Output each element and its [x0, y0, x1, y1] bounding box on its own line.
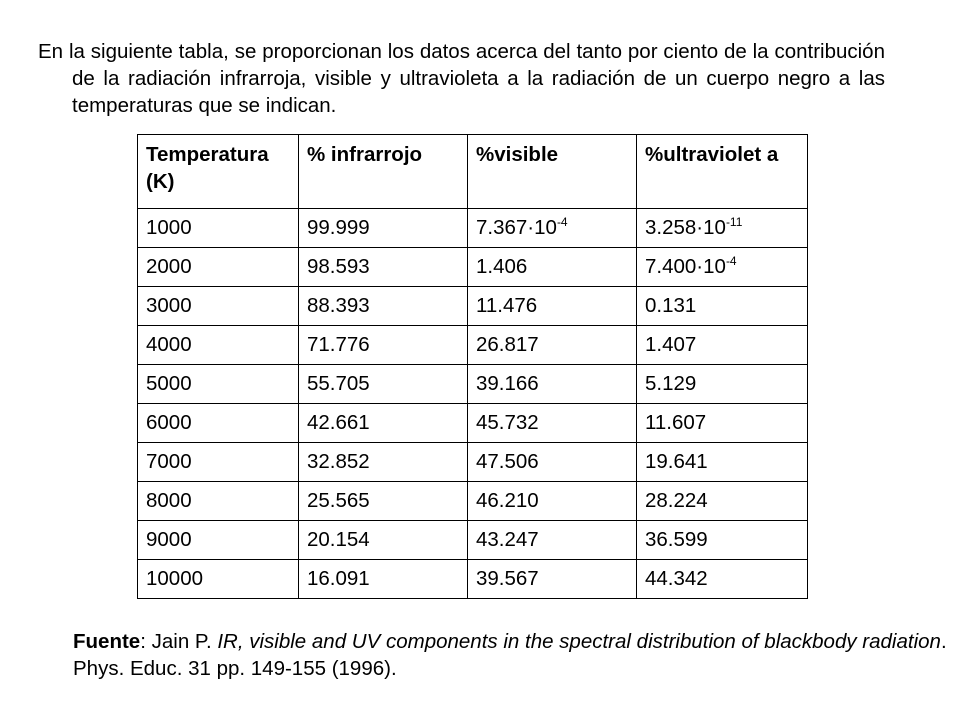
- cell-value: 26.817: [476, 333, 539, 356]
- cell-value: 11.476: [476, 294, 538, 317]
- table-row: [138, 521, 808, 560]
- cell-ultravioleta: [637, 482, 808, 521]
- cell-value: 8000: [146, 489, 192, 512]
- cell-value: 4000: [146, 333, 192, 356]
- table-row: [138, 248, 808, 287]
- cell-value: 1.406: [476, 255, 528, 278]
- cell-value: 10000: [146, 567, 204, 590]
- cell-ultravioleta: [637, 326, 808, 365]
- cell-value: 16.091: [307, 567, 370, 590]
- cell-value: 19.641: [645, 450, 708, 473]
- cell-visible: [468, 443, 637, 482]
- blackbody-radiation-table: [137, 134, 808, 599]
- cell-value: 44.342: [645, 567, 708, 590]
- table-row: [138, 326, 808, 365]
- cell-temperatura: [138, 521, 299, 560]
- cell-value: 5.129: [645, 372, 697, 395]
- cell-visible: [468, 404, 637, 443]
- cell-ultravioleta: [637, 521, 808, 560]
- source-details: . Phys. Educ. 31 pp. 149-155 (1996).: [73, 630, 947, 680]
- cell-value: 1.407: [645, 333, 697, 356]
- cell-temperatura: [138, 248, 299, 287]
- cell-infrarrojo: [299, 521, 468, 560]
- source-citation: [73, 628, 960, 682]
- cell-value: 99.999: [307, 216, 370, 239]
- cell-infrarrojo: [299, 326, 468, 365]
- cell-temperatura: [138, 482, 299, 521]
- table-row: [138, 404, 808, 443]
- source-author: Jain P.: [151, 630, 218, 653]
- cell-ultravioleta: [637, 365, 808, 404]
- cell-value: 98.593: [307, 255, 370, 278]
- cell-ultravioleta: [637, 287, 808, 326]
- cell-value: 71.776: [307, 333, 370, 356]
- header-infrarrojo: % infrarrojo: [299, 135, 468, 209]
- cell-temperatura: [138, 560, 299, 599]
- cell-infrarrojo: [299, 560, 468, 599]
- cell-value: 9000: [146, 528, 192, 551]
- cell-infrarrojo: [299, 482, 468, 521]
- cell-value: 7000: [146, 450, 192, 473]
- cell-value: 39.567: [476, 567, 539, 590]
- table-row: [138, 560, 808, 599]
- cell-visible: [468, 326, 637, 365]
- cell-value: 43.247: [476, 528, 539, 551]
- table-row: [138, 365, 808, 404]
- source-label: Fuente: [73, 630, 141, 653]
- cell-value: 11.607: [645, 411, 707, 434]
- cell-ultravioleta: [637, 209, 808, 248]
- table-header-row: [138, 135, 808, 209]
- cell-visible: [468, 521, 637, 560]
- cell-value: 47.506: [476, 450, 539, 473]
- cell-value: 5000: [146, 372, 192, 395]
- cell-value: 6000: [146, 411, 192, 434]
- header-visible: %visible: [468, 135, 637, 209]
- source-separator: :: [140, 630, 152, 653]
- cell-value: 32.852: [307, 450, 370, 473]
- header-temperatura: Temperatura (K): [138, 135, 299, 209]
- cell-infrarrojo: [299, 209, 468, 248]
- cell-ultravioleta: [637, 443, 808, 482]
- cell-value: 7.367·10: [476, 216, 557, 239]
- cell-value: 36.599: [645, 528, 708, 551]
- table-body: [138, 209, 808, 599]
- cell-infrarrojo: [299, 365, 468, 404]
- cell-value: 55.705: [307, 372, 370, 395]
- cell-exponent: -4: [725, 254, 737, 269]
- table-row: [138, 287, 808, 326]
- cell-infrarrojo: [299, 287, 468, 326]
- cell-infrarrojo: [299, 248, 468, 287]
- cell-ultravioleta: [637, 560, 808, 599]
- cell-ultravioleta: [637, 404, 808, 443]
- cell-temperatura: [138, 326, 299, 365]
- header-ultravioleta: %ultraviolet a: [637, 135, 808, 209]
- table-row: [138, 482, 808, 521]
- cell-value: 2000: [146, 255, 192, 278]
- cell-visible: [468, 248, 637, 287]
- cell-value: 88.393: [307, 294, 370, 317]
- cell-temperatura: [138, 404, 299, 443]
- cell-ultravioleta: [637, 248, 808, 287]
- cell-value: 25.565: [307, 489, 370, 512]
- cell-value: 0.131: [645, 294, 697, 317]
- cell-value: 3000: [146, 294, 192, 317]
- cell-temperatura: [138, 287, 299, 326]
- cell-temperatura: [138, 365, 299, 404]
- cell-value: 45.732: [476, 411, 539, 434]
- cell-value: 46.210: [476, 489, 539, 512]
- cell-value: 7.400·10: [645, 255, 726, 278]
- cell-value: 3.258·10: [645, 216, 726, 239]
- cell-visible: [468, 209, 637, 248]
- cell-visible: [468, 287, 637, 326]
- cell-value: 39.166: [476, 372, 539, 395]
- cell-temperatura: [138, 209, 299, 248]
- source-title: IR, visible and UV components in the spectral distribution of blackbody radiation: [217, 630, 941, 653]
- cell-visible: [468, 560, 637, 599]
- intro-paragraph: En la siguiente tabla, se proporcionan los datos acerca del tanto por ciento de la contribución de la radiación infrarroja, visible y ultravioleta a la radiación de un cuerpo negro a las temperaturas que se indican.: [38, 40, 885, 117]
- cell-infrarrojo: [299, 404, 468, 443]
- cell-infrarrojo: [299, 443, 468, 482]
- cell-visible: [468, 365, 637, 404]
- cell-exponent: -11: [725, 215, 743, 230]
- cell-temperatura: [138, 443, 299, 482]
- table-row: [138, 443, 808, 482]
- cell-exponent: -4: [556, 215, 568, 230]
- cell-visible: [468, 482, 637, 521]
- cell-value: 20.154: [307, 528, 370, 551]
- cell-value: 42.661: [307, 411, 370, 434]
- cell-value: 1000: [146, 216, 192, 239]
- cell-value: 28.224: [645, 489, 708, 512]
- table-row: [138, 209, 808, 248]
